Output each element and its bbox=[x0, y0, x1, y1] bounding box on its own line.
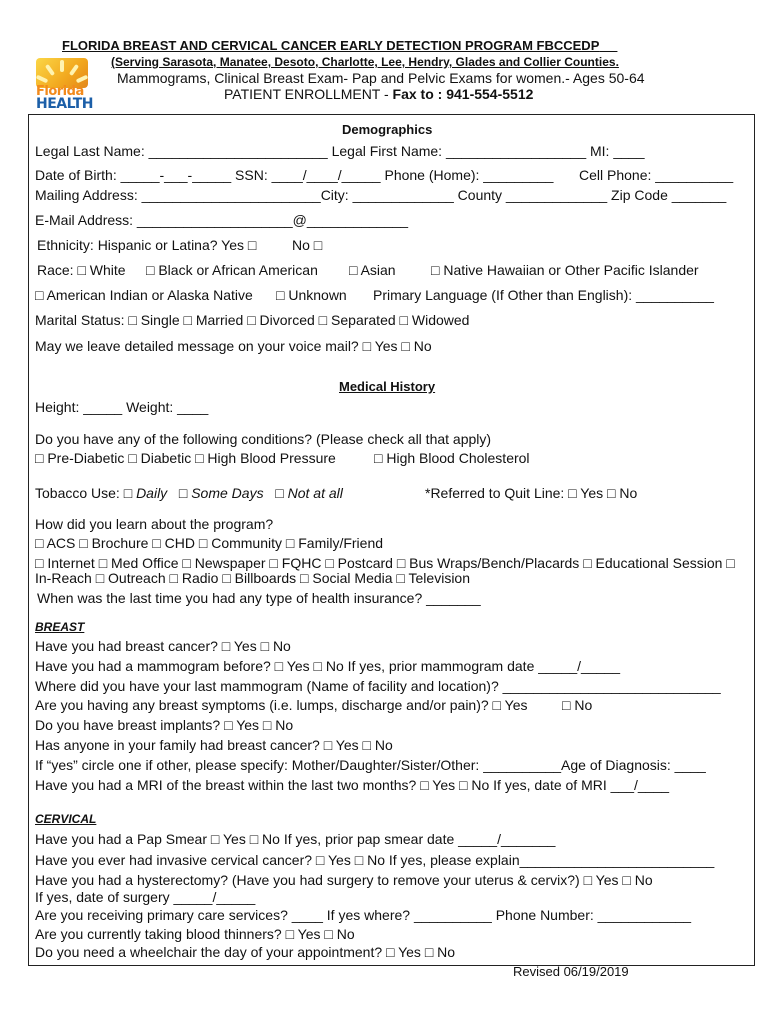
blood-thinners-question[interactable]: Are you currently taking blood thinners? □ Yes □ No bbox=[35, 926, 355, 942]
dob-ssn-phone-fields[interactable]: Date of Birth: _____-___-_____ SSN: ____/____/_____ Phone (Home): _________ bbox=[35, 167, 554, 183]
medical-history-heading: Medical History bbox=[339, 379, 436, 394]
enrollment-line: PATIENT ENROLLMENT - Fax to : 941-554-5512 bbox=[224, 86, 534, 102]
surgery-date-field[interactable]: If yes, date of surgery _____/_____ bbox=[35, 889, 256, 905]
insurance-question[interactable]: When was the last time you had any type of health insurance? _______ bbox=[37, 590, 481, 606]
learn-options-row2[interactable]: □ Internet □ Med Office □ Newspaper □ FQHC □ Postcard □ Bus Wraps/Bench/Placards □ Educational Session □ bbox=[35, 555, 735, 571]
services-line: Mammograms, Clinical Breast Exam- Pap and Pelvic Exams for women.- Ages 50-64 bbox=[117, 70, 645, 86]
primary-language-field[interactable]: Primary Language (If Other than English): __________ bbox=[373, 287, 714, 303]
marital-status-options[interactable]: Marital Status: □ Single □ Married □ Divorced □ Separated □ Widowed bbox=[35, 312, 470, 328]
breast-implants-question[interactable]: Do you have breast implants? □ Yes □ No bbox=[35, 717, 294, 733]
breast-cancer-question[interactable]: Have you had breast cancer? □ Yes □ No bbox=[35, 638, 291, 654]
name-fields[interactable]: Legal Last Name: _______________________ Legal First Name: __________________ MI: ____ bbox=[35, 143, 645, 159]
mri-question[interactable]: Have you had a MRI of the breast within the last two months? □ Yes □ No If yes, date of MRI ___/____ bbox=[35, 777, 670, 793]
race-asian-option[interactable]: □ Asian bbox=[349, 262, 396, 278]
mammogram-location-question[interactable]: Where did you have your last mammogram (Name of facility and location)? ____________________________ bbox=[35, 678, 721, 694]
mammogram-question[interactable]: Have you had a mammogram before? □ Yes □ No If yes, prior mammogram date _____/_____ bbox=[35, 658, 620, 674]
race-hawaiian-option[interactable]: □ Native Hawaiian or Other Pacific Islander bbox=[431, 262, 699, 278]
hysterectomy-question[interactable]: Have you had a hysterectomy? (Have you had surgery to remove your uterus & cervix?) □ Yes □ No bbox=[35, 872, 653, 888]
revised-date: Revised 06/19/2019 bbox=[513, 964, 629, 979]
primary-care-question[interactable]: Are you receiving primary care services? ____ If yes where? __________ Phone Number: ____________ bbox=[35, 907, 692, 923]
conditions-options[interactable]: □ Pre-Diabetic □ Diabetic □ High Blood Pressure bbox=[35, 450, 336, 466]
family-relation-question[interactable]: If “yes” circle one if other, please specify: Mother/Daughter/Sister/Other: __________Age of Diagnosis: ____ bbox=[35, 757, 706, 773]
race-native-option[interactable]: □ American Indian or Alaska Native bbox=[35, 287, 253, 303]
mailing-address-fields[interactable]: Mailing Address: _______________________City: _____________ County _____________ Zip Code _______ bbox=[35, 187, 727, 203]
breast-symptoms-no[interactable]: □ No bbox=[562, 697, 593, 713]
race-black-option[interactable]: □ Black or African American bbox=[146, 262, 318, 278]
quit-line-options[interactable]: *Referred to Quit Line: □ Yes □ No bbox=[425, 485, 638, 501]
race-unknown-option[interactable]: □ Unknown bbox=[276, 287, 347, 303]
logo-health: HEALTH bbox=[36, 96, 93, 112]
learn-options-row1[interactable]: □ ACS □ Brochure □ CHD □ Community □ Family/Friend bbox=[35, 535, 384, 551]
ethnicity-yes-option[interactable]: Ethnicity: Hispanic or Latina? Yes □ bbox=[37, 237, 257, 253]
conditions-question: Do you have any of the following conditions? (Please check all that apply) bbox=[35, 431, 492, 447]
voicemail-options[interactable]: May we leave detailed message on your voice mail? □ Yes □ No bbox=[35, 338, 432, 354]
pap-smear-question[interactable]: Have you had a Pap Smear □ Yes □ No If yes, prior pap smear date _____/_______ bbox=[35, 831, 556, 847]
ethnicity-no-option[interactable]: No □ bbox=[292, 237, 323, 253]
demographics-heading: Demographics bbox=[342, 122, 433, 137]
cholesterol-option[interactable]: □ High Blood Cholesterol bbox=[374, 450, 530, 466]
learn-question: How did you learn about the program? bbox=[35, 516, 274, 532]
email-field[interactable]: E-Mail Address: ____________________@_____________ bbox=[35, 212, 409, 228]
cell-phone-field[interactable]: Cell Phone: __________ bbox=[579, 167, 734, 183]
logo-florida: Florida bbox=[36, 84, 84, 99]
tobacco-use-options[interactable]: Tobacco Use: □ Daily □ Some Days □ Not at all bbox=[35, 485, 343, 501]
learn-options-row3[interactable]: In-Reach □ Outreach □ Radio □ Billboards □ Social Media □ Television bbox=[35, 570, 470, 586]
family-history-question[interactable]: Has anyone in your family had breast cancer? □ Yes □ No bbox=[35, 737, 393, 753]
counties-served: (Serving Sarasota, Manatee, Desoto, Charlotte, Lee, Hendry, Glades and Collier Counties. bbox=[111, 55, 619, 69]
race-white-option[interactable]: Race: □ White bbox=[37, 262, 126, 278]
fax-number: Fax to : 941-554-5512 bbox=[392, 86, 534, 102]
height-weight-fields[interactable]: Height: _____ Weight: ____ bbox=[35, 399, 209, 415]
cervical-cancer-question[interactable]: Have you ever had invasive cervical cancer? □ Yes □ No If yes, please explain_________________________ bbox=[35, 852, 715, 868]
form-title: FLORIDA BREAST AND CERVICAL CANCER EARLY DETECTION PROGRAM FBCCEDP bbox=[62, 38, 600, 53]
wheelchair-question[interactable]: Do you need a wheelchair the day of your appointment? □ Yes □ No bbox=[35, 944, 456, 960]
breast-heading: BREAST bbox=[35, 620, 85, 634]
cervical-heading: CERVICAL bbox=[35, 812, 97, 826]
breast-symptoms-question[interactable]: Are you having any breast symptoms (i.e. lumps, discharge and/or pain)? □ Yes bbox=[35, 697, 528, 713]
